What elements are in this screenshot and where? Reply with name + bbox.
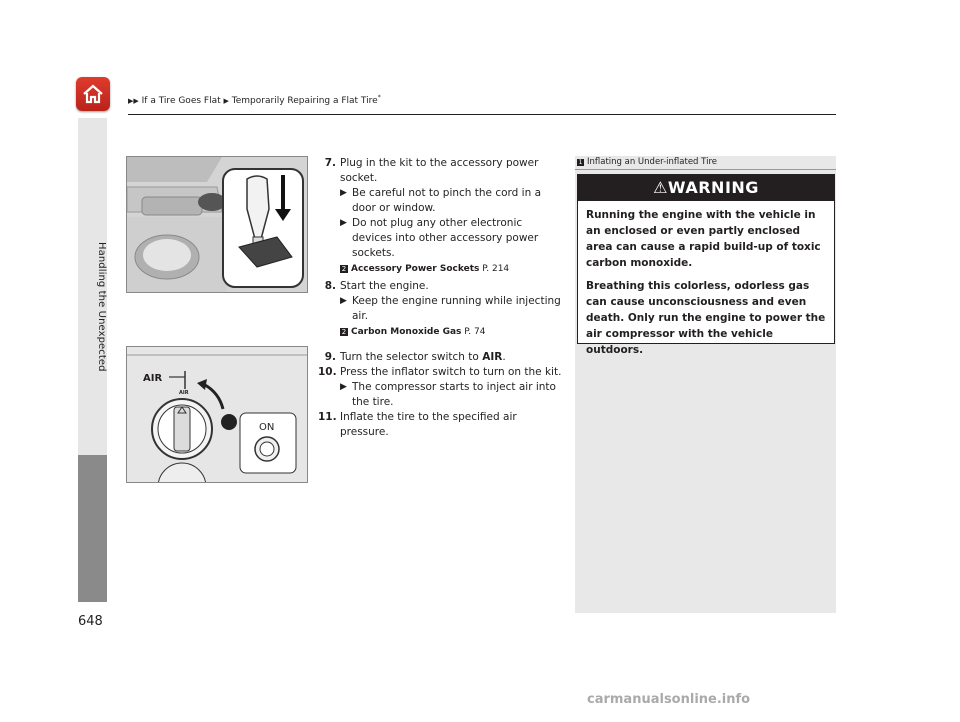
breadcrumb-arrow-icon: ▶ xyxy=(223,97,229,105)
warning-text xyxy=(586,207,828,365)
step-text-bold: AIR xyxy=(482,351,503,363)
note-arrow-icon: ▶ xyxy=(340,218,347,228)
step xyxy=(318,365,563,380)
breadcrumb-footnote-mark: * xyxy=(377,94,381,101)
breadcrumb xyxy=(128,94,381,106)
breadcrumb-arrow-icon: ▶▶ xyxy=(128,97,139,105)
note-number-icon: 1 xyxy=(578,159,583,166)
breadcrumb-item[interactable]: If a Tire Goes Flat xyxy=(141,96,221,106)
step-text: Inflate the tire to the specified air pressure. xyxy=(340,411,517,438)
step xyxy=(318,279,563,294)
step-number: 11. xyxy=(318,411,337,423)
reference-icon: 2 xyxy=(341,328,347,336)
cross-reference-link[interactable]: 2 Accessory Power Sockets P. 214 xyxy=(341,264,510,274)
step-text: Start the engine. xyxy=(340,280,429,292)
warning-paragraph: Breathing this colorless, odorless gas can cause unconsciousness and even death. Only run the engine to power the air compressor with the vehicle outdoors. xyxy=(586,280,826,356)
step-number: 8. xyxy=(324,280,336,292)
figure-accessory-socket xyxy=(126,156,308,293)
step xyxy=(318,156,563,186)
home-icon xyxy=(81,82,105,106)
step-text: Press the inflator switch to turn on the kit. xyxy=(340,366,562,378)
step-number: 7. xyxy=(324,157,336,169)
procedure-steps xyxy=(318,156,563,440)
watermark: carmanualsonline.info xyxy=(587,692,751,707)
on-label: ON xyxy=(259,422,275,433)
warning-box xyxy=(577,174,835,356)
step-text: Plug in the kit to the accessory power socket. xyxy=(340,157,539,184)
note-arrow-icon: ▶ xyxy=(340,296,347,306)
figure-selector-switch xyxy=(126,346,308,483)
note-arrow-icon: ▶ xyxy=(340,382,347,392)
step: 9. Turn the selector switch to AIR. xyxy=(318,350,563,365)
step-text: Turn the selector switch to xyxy=(340,351,483,363)
reference-icon: 2 xyxy=(341,265,347,273)
breadcrumb-item[interactable]: Temporarily Repairing a Flat Tire xyxy=(231,96,378,106)
step-number: 9. xyxy=(324,351,336,363)
warning-paragraph: Running the engine with the vehicle in an enclosed or even partly enclosed area can cause a rapid build-up of toxic carbon monoxide. xyxy=(586,209,821,269)
side-note-heading: 1 Inflating an Under-inflated Tire xyxy=(575,157,836,170)
warning-triangle-icon: ⚠ xyxy=(653,178,668,197)
step-number: 10. xyxy=(318,366,337,378)
step-note: ▶ Keep the engine running while injecting air. xyxy=(340,295,561,322)
warning-header: ⚠WARNING xyxy=(578,175,834,201)
home-button[interactable] xyxy=(76,77,110,111)
note-arrow-icon: ▶ xyxy=(340,188,347,198)
section-label[interactable]: Handling the Unexpected xyxy=(96,242,107,372)
section-tab-marker xyxy=(78,455,107,602)
step-note: ▶ Be careful not to pinch the cord in a door or window. xyxy=(340,187,542,214)
section-sidebar xyxy=(78,118,107,602)
header-rule xyxy=(128,114,836,115)
air-small-label: AIR xyxy=(179,390,189,396)
step xyxy=(318,410,563,440)
step-note: ▶ The compressor starts to inject air into the tire. xyxy=(340,381,556,408)
air-label: AIR xyxy=(143,373,163,384)
cross-reference-link[interactable]: 2 Carbon Monoxide Gas P. 74 xyxy=(341,327,486,337)
step-note: ▶ Do not plug any other electronic devices into other accessory power sockets. xyxy=(340,217,539,259)
page-number: 648 xyxy=(78,614,103,629)
